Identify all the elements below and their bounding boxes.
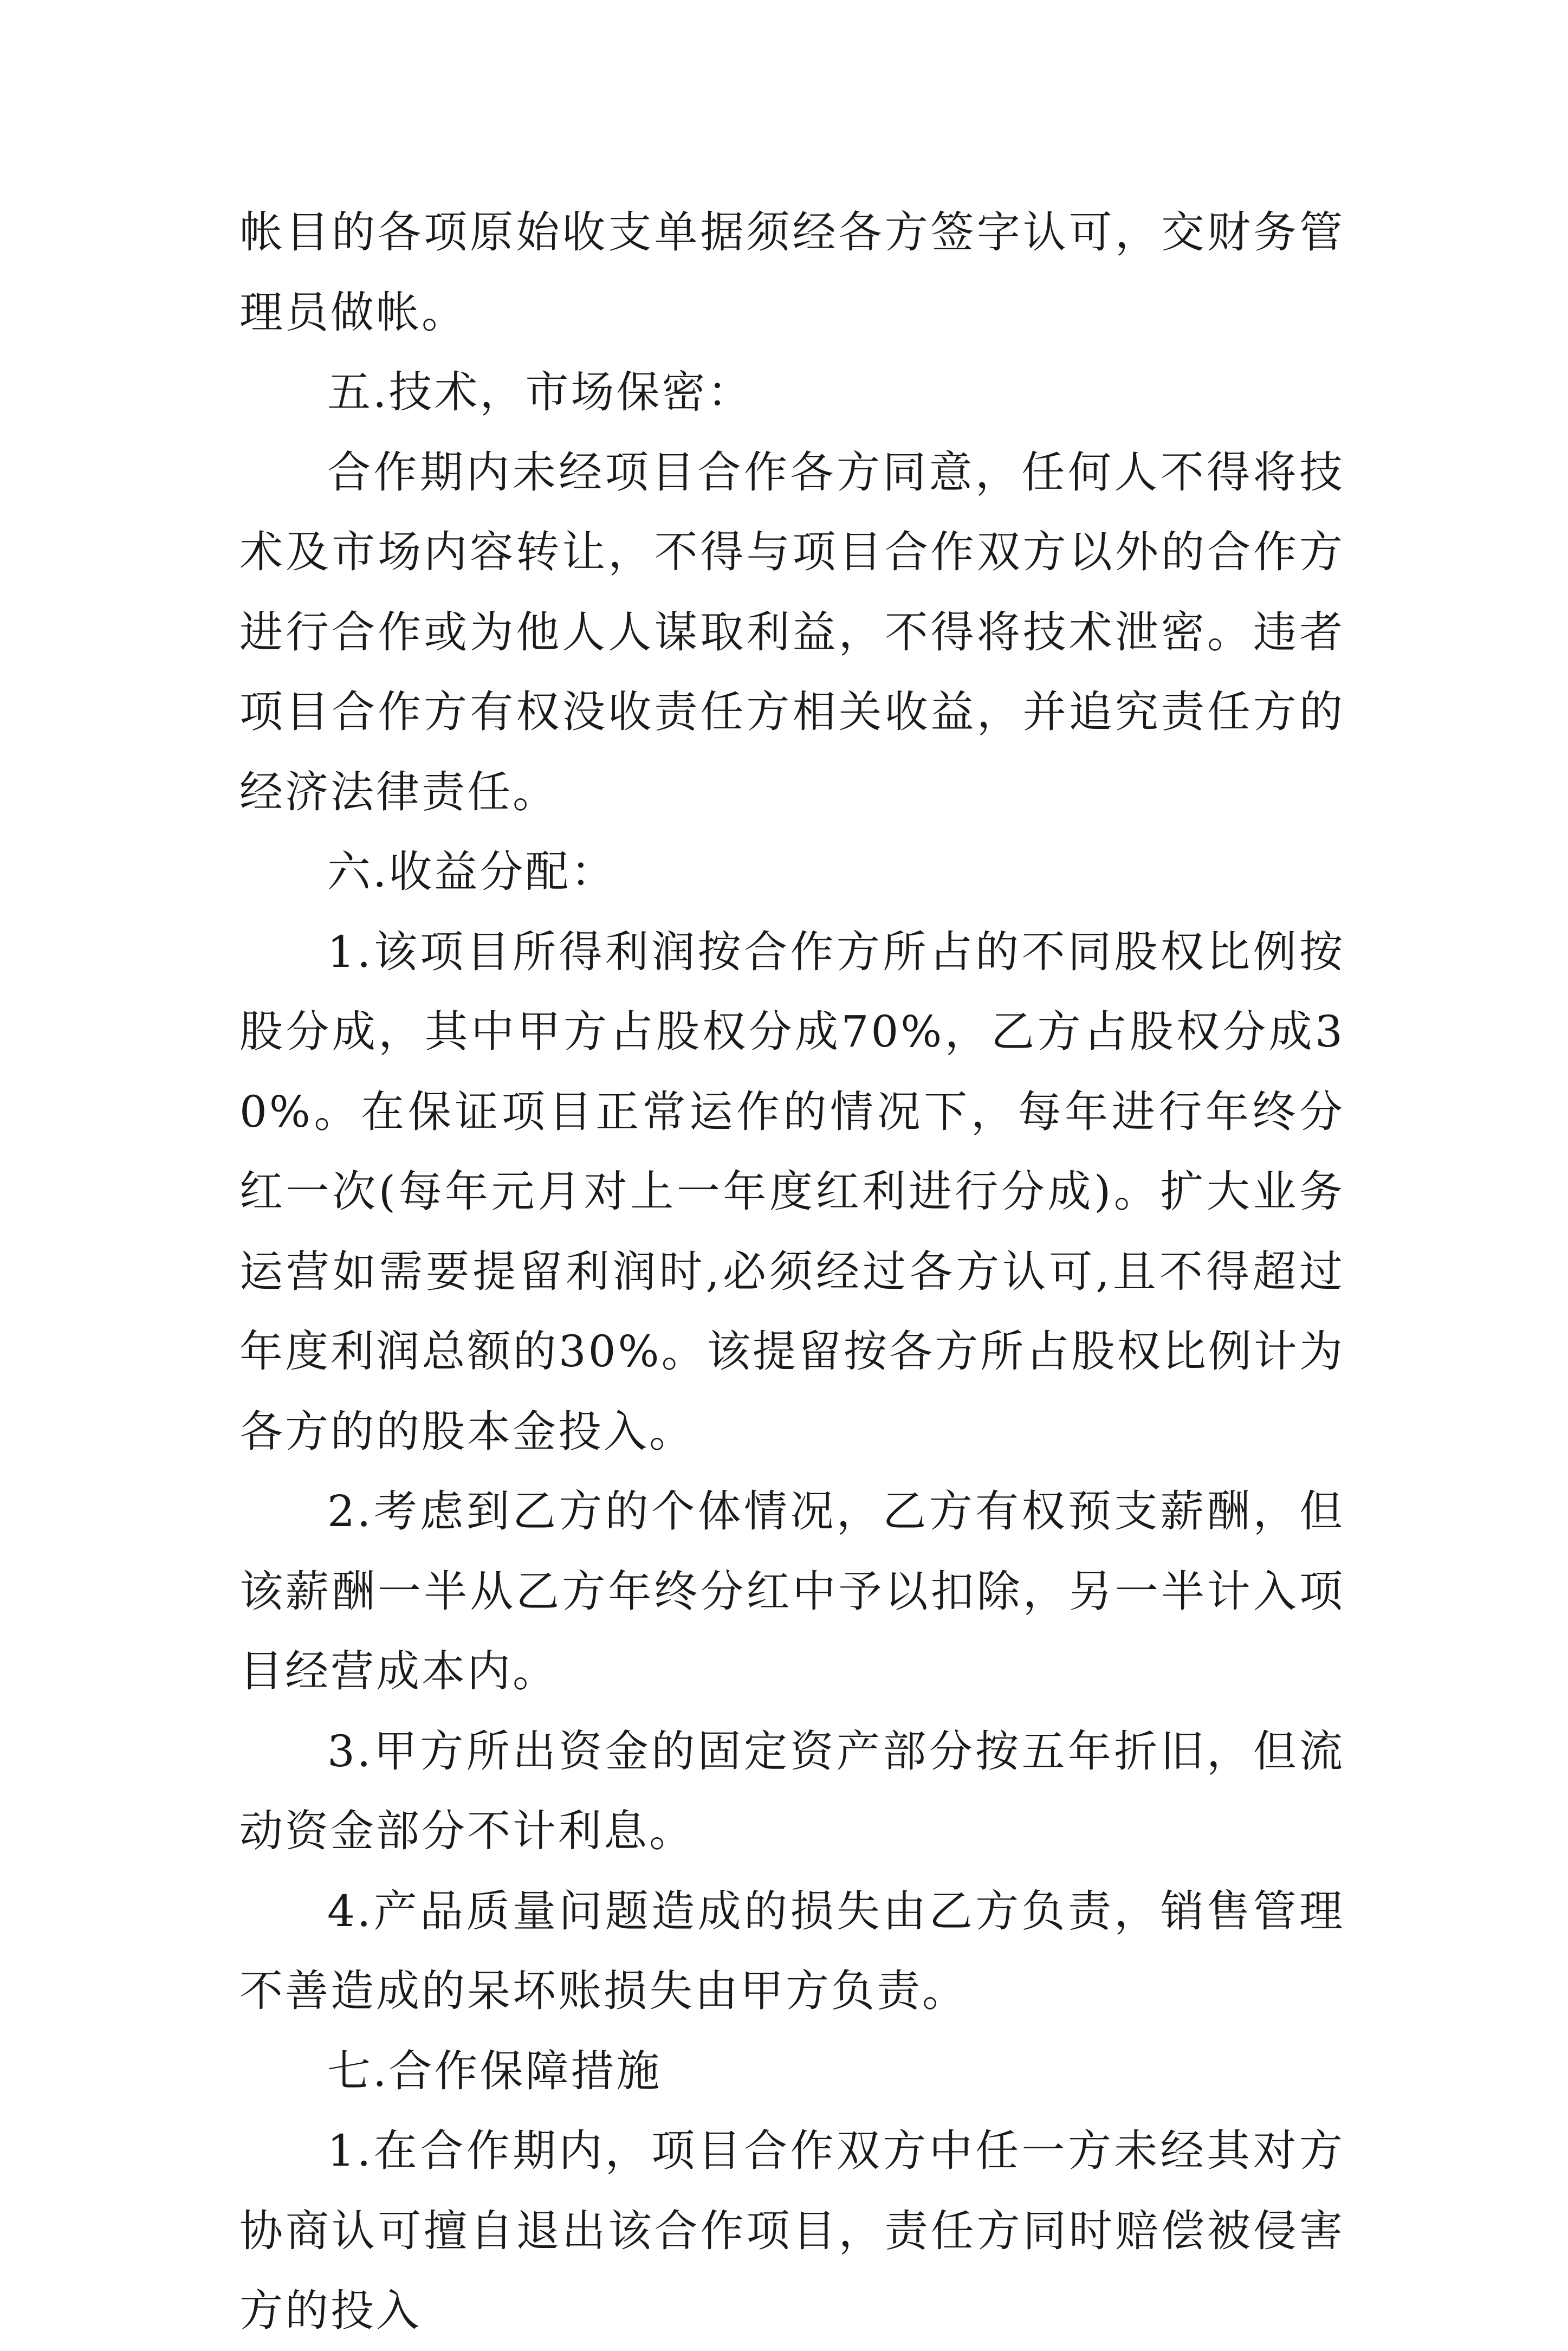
section-heading-profit-distribution: 六.收益分配： (327, 847, 617, 897)
paragraph-confidentiality: 合作期内未经项目合作各方同意，任何人不得将技术及市场内容转让，不得与项目合作双方以外的合作方进行合作或为他人人谋取利益，不得将技术泄密。违者项目合作方有权没收责任方相关收益，并追究责任方的经济法律责任。 (239, 447, 1345, 817)
clause-salary-advance: 2.考虑到乙方的个体情况，乙方有权预支薪酬，但该薪酬一半从乙方年终分红中予以扣除，另一半计入项目经营成本内。 (239, 1486, 1345, 1696)
paragraph-accounts-continued: 帐目的各项原始收支单据须经各方签字认可，交财务管理员做帐。 (239, 207, 1345, 338)
document-body (239, 192, 1345, 2351)
clause-depreciation: 3.甲方所出资金的固定资产部分按五年折旧，但流动资金部分不计利息。 (239, 1726, 1345, 1856)
clause-withdrawal: 1.在合作期内，项目合作双方中任一方未经其对方协商认可擅自退出该合作项目，责任方同时赔偿被侵害方的投入 (239, 2126, 1345, 2336)
clause-profit-share: 1.该项目所得利润按合作方所占的不同股权比例按股分成，其中甲方占股权分成70%，乙方占股权分成30%。在保证项目正常运作的情况下，每年进行年终分红一次(每年元月对上一年度红利进行分成)。扩大业务运营如需要提留利润时,必须经过各方认可,且不得超过年度利润总额的30%。该提留按各方所占股权比例计为各方的的股本金投入。 (239, 926, 1345, 1457)
clause-loss-responsibility: 4.产品质量问题造成的损失由乙方负责，销售管理不善造成的呆坏账损失由甲方负责。 (239, 1885, 1345, 2016)
section-heading-safeguards: 七.合作保障措施 (327, 2045, 662, 2096)
section-heading-confidentiality: 五.技术，市场保密： (327, 367, 753, 417)
